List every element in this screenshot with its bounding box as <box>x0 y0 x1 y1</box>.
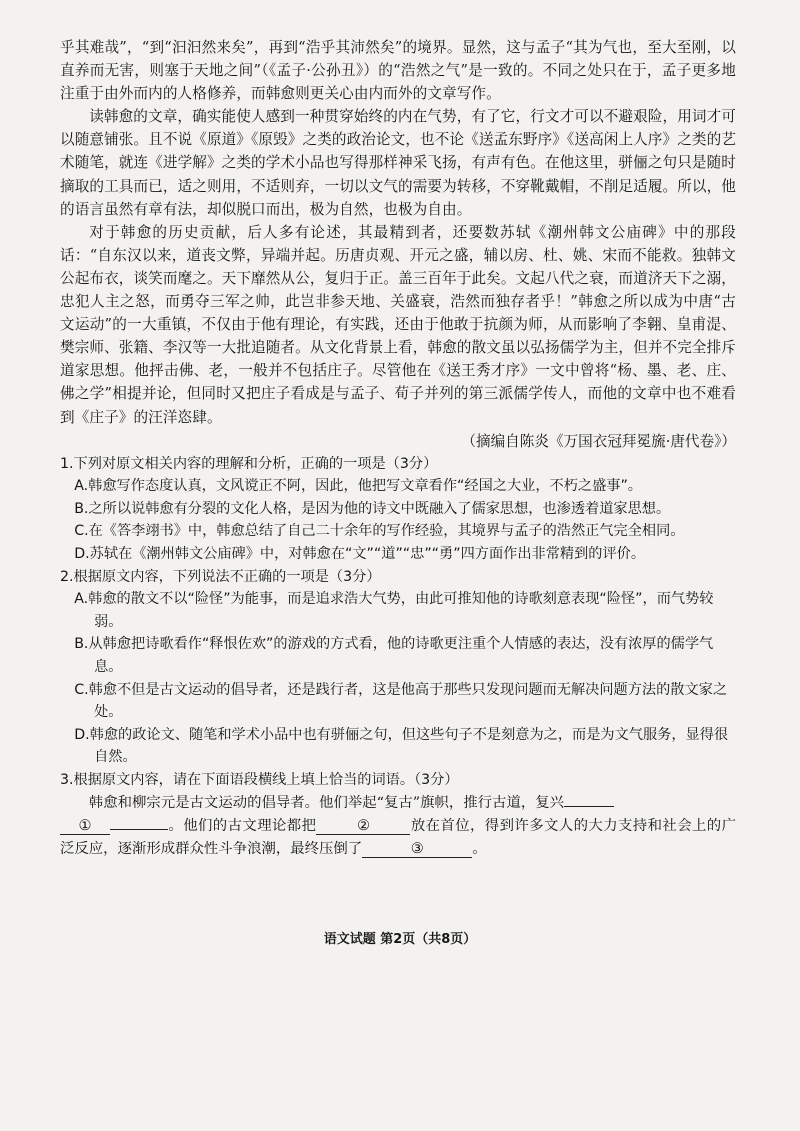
question-3-stem: 3.根据原文内容，请在下面语段横线上填上恰当的词语。（3分） <box>60 771 459 788</box>
blank-3[interactable]: ③ <box>362 841 472 858</box>
question-1-option-c: C.在《答李翊书》中，韩愈总结了自己二十余年的写作经验，其境界与孟子的浩然正气完全相同。 <box>74 523 685 540</box>
question-1-option-a: A.韩愈写作态度认真，文风谠正不阿，因此，他把写文章看作“经国之大业，不朽之盛事”。 <box>74 478 642 495</box>
article-source: （摘编自陈炎《万国衣冠拜冕旒·唐代卷》） <box>461 432 736 450</box>
blank-1-lead[interactable] <box>564 806 614 807</box>
question-1-option-b: B.之所以说韩愈有分裂的文化人格，是因为他的诗文中既融入了儒家思想，也渗透着道家思想。 <box>74 500 671 517</box>
question-2-option-c: C.韩愈不但是古文运动的倡导者，还是践行者，这是他高于那些只发现问题而无解决问题方法的散文家之处。 <box>74 681 728 721</box>
fill-text-2: 。他们的古文理论都把 <box>168 817 317 834</box>
blank-1[interactable]: ① <box>60 818 110 835</box>
question-3-fill-passage <box>60 792 736 861</box>
fill-text-1: 韩愈和柳宗元是古文运动的倡导者。他们举起“复古”旗帜，推行古道，复兴 <box>88 794 565 811</box>
question-2-option-b: B.从韩愈把诗歌看作“释恨佐欢”的游戏的方式看，他的诗歌更注重个人情感的表达，没有浓厚的儒学气息。 <box>74 636 714 675</box>
blank-2[interactable]: ② <box>316 818 410 835</box>
question-3 <box>60 769 736 861</box>
article-paragraph-3: 对于韩愈的历史贡献，后人多有论述，其最精到者，还要数苏轼《潮州韩文公庙碑》中的那段话：“自东汉以来，道丧文弊，异端并起。历唐贞观、开元之盛，辅以房、杜、姚、宋而不能救。独韩文公起布衣，谈笑而麾之。天下靡然从公，复归于正。盖三百年于此矣。文起八代之衰，而道济天下之溺，忠犯人主之怒，而勇夺三军之帅，此岂非参天地、关盛衰，浩然而独存者乎！”韩愈之所以成为中唐“古文运动”的一大重镇，不仅由于他有理论，有实践，还由于他敢于抗颜为师，从而影响了李翱、皇甫湜、樊宗师、张籍、李汉等一大批追随者。从文化背景上看，韩愈的散文虽以弘扬儒学为主，但并不完全排斥道家思想。他抨击佛、老，一般并不包括庄子。尽管他在《送王秀才序》一文中曾将“杨、墨、老、庄、佛之学”相提并论，但同时又把庄子看成是与孟子、荀子并列的第三派儒学传人，而他的文章中也不难看到《庄子》的汪洋恣肆。 <box>60 223 736 426</box>
fill-text-4: 。 <box>472 840 487 857</box>
article-paragraph-1: 乎其难哉”，“到“汩汩然来矣”，再到“浩乎其沛然矣”的境界。显然，这与孟子“其为气也，至大至刚，以直养而无害，则塞于天地之间”（《孟子·公孙丑》）的“浩然之气”是一致的。不同之处只在于，孟子更多地注重于由外而内的人格修养，而韩愈则更关心由内而外的文章写作。 <box>60 39 736 103</box>
page-footer: 语文试题 第2页（共8页） <box>323 932 477 947</box>
question-1-stem: 1.下列对原文相关内容的理解和分析，正确的一项是（3分） <box>60 455 438 472</box>
question-2 <box>60 566 736 769</box>
fill-text-3: 放在首位，得到许多文人的大力支持和社会上的广泛反应，逐渐形成群众性斗争浪潮，最终压倒了 <box>60 817 736 857</box>
question-1 <box>60 453 736 566</box>
article-paragraph-2: 读韩愈的文章，确实能使人感到一种贯穿始终的内在气势，有了它，行文才可以不避艰险，用词才可以随意铺张。且不说《原道》《原毁》之类的政治论文，也不论《送孟东野序》《送高闲上人序》之类的艺术随笔，就连《进学解》之类的学术小品也写得那样神采飞扬，有声有色。在他这里，骈俪之句只是随时摘取的工具而已，适之则用，不适则弃，一切以文气的需要为转移，不穿靴戴帽，不削足适履。所以，他的语言虽然有章有法，却似脱口而出，极为自然，也极为自由。 <box>60 108 737 218</box>
question-2-stem: 2.根据原文内容，下列说法不正确的一项是（3分） <box>60 568 381 585</box>
question-2-option-d: D.韩愈的政论文、随笔和学术小品中也有骈俪之句，但这些句子不是刻意为之，而是为文气服务，显得很自然。 <box>74 726 729 766</box>
question-2-option-a: A.韩愈的散文不以“险怪”为能事，而是追求浩大气势，由此可推知他的诗歌刻意表现“险怪”，而气势较弱。 <box>74 591 714 630</box>
question-1-option-d: D.苏轼在《潮州韩文公庙碑》中，对韩愈在“文”“道”“忠”“勇”四方面作出非常精到的评价。 <box>74 545 646 562</box>
blank-1-tail <box>110 829 168 830</box>
